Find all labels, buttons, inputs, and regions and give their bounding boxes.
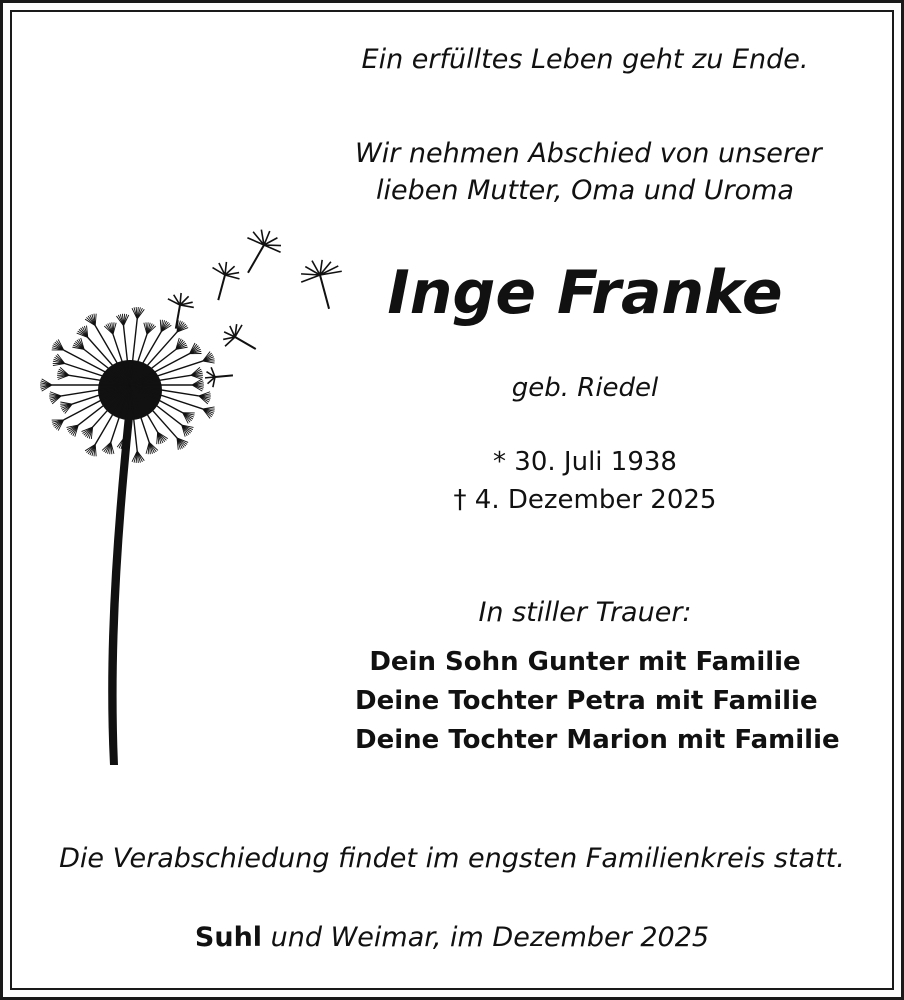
flying-seeds xyxy=(163,225,350,388)
mourner-1: Dein Sohn Gunter mit Familie xyxy=(369,647,801,677)
opening-line: Ein erfülltes Leben geht zu Ende. xyxy=(361,44,809,75)
death-date: † 4. Dezember 2025 xyxy=(453,485,717,515)
dandelion-illustration xyxy=(30,225,370,770)
mourner-3: Deine Tochter Marion mit Familie xyxy=(355,725,840,755)
mourning-intro: In stiller Trauer: xyxy=(478,597,692,628)
maiden-name: geb. Riedel xyxy=(511,373,659,403)
farewell-line-1: Wir nehmen Abschied von unserer xyxy=(355,138,822,169)
birth-date: * 30. Juli 1938 xyxy=(493,447,677,477)
farewell-line-2: lieben Mutter, Oma und Uroma xyxy=(376,175,794,206)
mourner-2: Deine Tochter Petra mit Familie xyxy=(355,686,818,716)
deceased-name: Inge Franke xyxy=(387,258,783,328)
place-bold: Suhl xyxy=(194,922,263,953)
place-rest: und Weimar, im Dezember 2025 xyxy=(262,922,710,953)
place-date-line xyxy=(0,922,904,953)
funeral-note: Die Verabschiedung findet im engsten Familienkreis statt. xyxy=(59,843,845,874)
